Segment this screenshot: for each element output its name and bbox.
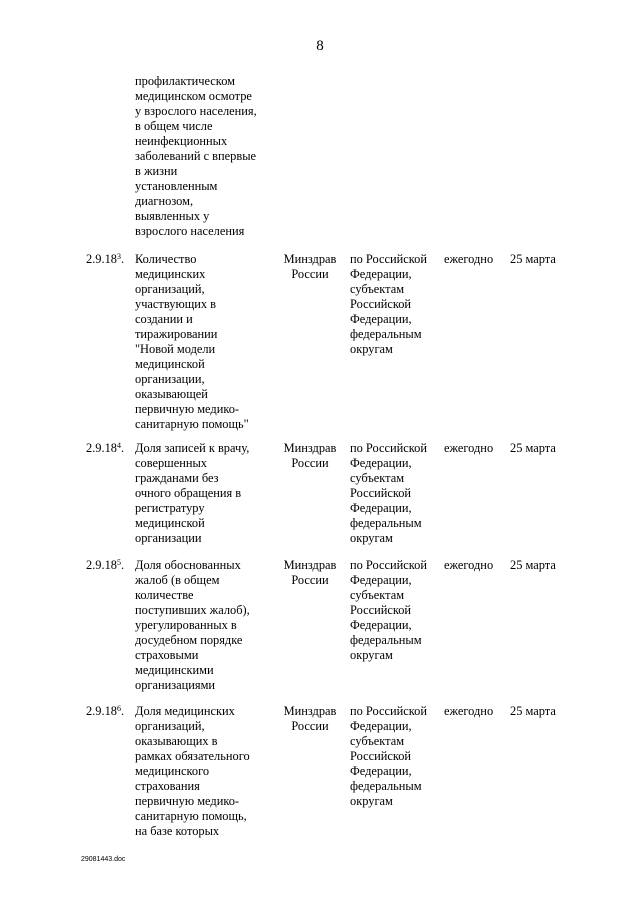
indicator-name: Доля записей к врачу, совершенных гражданами без очного обращения в регистратуру медицинской организации — [135, 441, 250, 545]
indicator-name: Количество медицинских организаций, участвующих в создании и тиражировании "Новой модели медицинской организации, оказывающей первичную медико- санитарную помощь" — [135, 252, 249, 431]
page-number: 8 — [316, 38, 324, 54]
due-date: 25 марта — [510, 558, 556, 572]
data-scope: по Российской Федерации, субъектам Российской Федерации, федеральным округам — [350, 441, 427, 545]
responsible-agency: Минздрав России — [283, 441, 337, 470]
row-number: 2.9.18$^4$. — [86, 441, 125, 455]
due-date: 25 марта — [510, 252, 556, 266]
frequency: ежегодно — [444, 704, 494, 718]
indicator-name: Доля обоснованных жалоб (в общем количестве поступивших жалоб), урегулированных в досудебном порядке страховыми медицинскими организациями — [135, 558, 250, 692]
responsible-agency: Минздрав России — [283, 558, 337, 587]
frequency: ежегодно — [444, 558, 494, 572]
row-number: 2.9.18$^3$. — [86, 252, 125, 266]
row-number: 2.9.18$^5$. — [86, 558, 125, 572]
data-scope: по Российской Федерации, субъектам Российской Федерации, федеральным округам — [350, 252, 427, 356]
data-scope: по Российской Федерации, субъектам Российской Федерации, федеральным округам — [350, 704, 427, 808]
data-scope: по Российской Федерации, субъектам Российской Федерации, федеральным округам — [350, 558, 427, 662]
due-date: 25 марта — [510, 704, 556, 718]
row-number: 2.9.18$^6$. — [86, 704, 125, 718]
due-date: 25 марта — [510, 441, 556, 455]
responsible-agency: Минздрав России — [283, 252, 337, 281]
frequency: ежегодно — [444, 252, 494, 266]
indicator-name: Доля медицинских организаций, оказывающих в рамках обязательного медицинского страхования первичную медико- санитарную помощь, на базе которых — [135, 704, 250, 838]
responsible-agency: Минздрав России — [283, 704, 337, 733]
footer-filename: 29081443.doc — [81, 856, 126, 863]
continuation-text: профилактическом медицинском осмотре у взрослого населения, в общем числе неинфекционных заболеваний с впервые в жизни установленным диагнозом, выявленных у взрослого населения — [135, 74, 257, 238]
frequency: ежегодно — [444, 441, 494, 455]
